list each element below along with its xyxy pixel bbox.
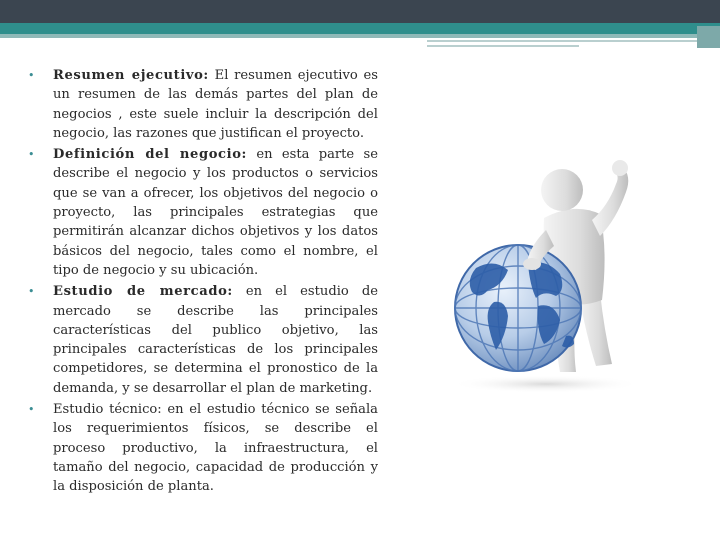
header-teal-band xyxy=(0,23,720,34)
person-leaning-on-globe-icon xyxy=(436,140,644,398)
bullet-term: Definición del negocio: xyxy=(53,147,247,163)
bullet-list xyxy=(28,66,378,497)
bullet-definicion-negocio xyxy=(28,145,378,280)
bullet-dot-icon: • xyxy=(28,403,35,417)
header-dark-band xyxy=(0,0,720,23)
bullet-estudio-tecnico xyxy=(28,400,378,496)
header-corner-block xyxy=(697,26,720,48)
bullet-dot-icon: • xyxy=(28,148,35,162)
bullet-text: en el estudio de mercado se describe las principales características del publico objetivo, las principales características de los principales competidores, se determina el pronostico de la demanda, y se desarrollar el plan de marketing. xyxy=(53,284,378,396)
slide-body xyxy=(28,66,378,499)
bullet-text: Estudio técnico: en el estudio técnico se señala los requerimientos físicos, se describe el proceso productivo, la infraestructura, el tamaño del negocio, capacidad de producción y la disposición de planta. xyxy=(53,402,378,495)
header-rule-short xyxy=(427,45,579,47)
header-light-band xyxy=(0,34,720,38)
header-rule-long xyxy=(427,40,697,42)
bullet-term: Estudio de mercado: xyxy=(53,284,233,300)
bullet-estudio-mercado xyxy=(28,282,378,398)
bullet-text: El resumen ejecutivo es un resumen de las demás partes del plan de negocios , este suele incluir la descripción del negocio, las razones que justifican el proyecto. xyxy=(53,68,378,141)
bullet-dot-icon: • xyxy=(28,285,35,299)
bullet-text: en esta parte se describe el negocio y los productos o servicios que se van a ofrecer, los objetivos del negocio o proyecto, las principales estrategias que permitirán alcanzar dichos objetivos y los datos básicos del negocio, tales como el nombre, el tipo de negocio y su ubicación. xyxy=(53,147,378,278)
bullet-dot-icon: • xyxy=(28,69,35,82)
bullet-term: Resumen ejecutivo: xyxy=(53,68,209,83)
bullet-resumen-ejecutivo xyxy=(28,66,378,143)
